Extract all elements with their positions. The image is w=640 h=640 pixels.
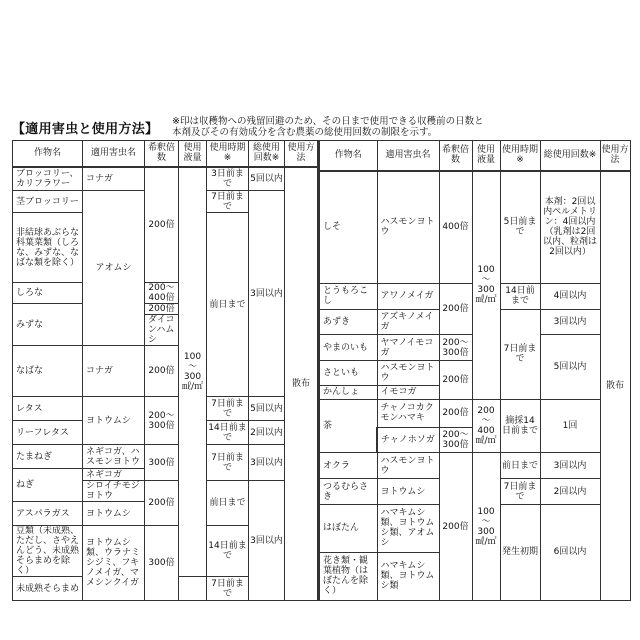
volume-cell: 100～300㎖/㎡ — [179, 167, 207, 577]
timing-cell: 5日前まで — [500, 171, 540, 283]
dilution-cell: 200倍 — [145, 304, 179, 315]
table-row — [319, 171, 630, 283]
method-cell: 散布 — [600, 171, 630, 601]
pest-cell: ネギコガ — [83, 469, 145, 481]
dilution-cell: 200倍 — [439, 361, 472, 400]
crop-cell: 未成熟そらまめ — [13, 577, 83, 601]
crop-cell: さといも — [319, 361, 377, 386]
timing-cell: 7日前まで — [207, 445, 249, 481]
pest-cell: シロイチモジヨトウ — [83, 481, 145, 502]
header-method: 使用方法 — [600, 141, 630, 171]
crop-cell: つるむらさき — [319, 479, 377, 505]
volume-cell: 100～300㎖/㎡ — [472, 453, 500, 601]
header-count: 総使用回数※ — [249, 141, 285, 167]
pest-cell: ヤマノイモコガ — [377, 335, 439, 361]
header-volume: 使用液量 — [179, 141, 207, 167]
timing-cell: 前日まで — [207, 213, 249, 397]
dilution-cell: 200～300倍 — [145, 397, 179, 445]
dilution-cell: 200倍 — [145, 167, 179, 283]
crop-cell: とうもろこし — [319, 283, 377, 309]
crop-cell: なばな — [13, 346, 83, 397]
usage-table-left — [12, 140, 318, 601]
header-volume: 使用液量 — [472, 141, 500, 171]
crop-cell: ねぎ — [13, 469, 83, 502]
usage-table-right — [318, 140, 631, 601]
count-cell: 3回以内 — [540, 453, 600, 479]
header-timing: 使用時期※ — [207, 141, 249, 167]
pest-cell: ヨトウムシ — [83, 502, 145, 526]
timing-cell: 7日前まで — [500, 479, 540, 505]
crop-cell: やまのいも — [319, 335, 377, 361]
crop-cell: リーフレタス — [13, 421, 83, 445]
timing-cell: 摘採14日前まで — [500, 399, 540, 453]
count-cell: 3回以内 — [540, 309, 600, 335]
pest-cell: ヨトウムシ — [83, 397, 145, 445]
timing-cell: 発生初期 — [500, 504, 540, 600]
count-cell: 5回以内 — [249, 167, 285, 191]
dilution-cell: 200～400倍 — [145, 283, 179, 304]
header-crop: 作物名 — [13, 141, 83, 167]
pest-cell: ハマキムシ類、ヨトウムシ類、アオムシ — [377, 504, 439, 552]
header-dilution: 希釈倍数 — [439, 141, 472, 171]
dilution-cell: 200～300倍 — [439, 427, 472, 453]
pest-cell: ハスモンヨトウ — [377, 361, 439, 386]
header-count: 総使用回数※ — [540, 141, 600, 171]
pest-cell: チャノホソガ — [377, 427, 439, 453]
crop-cell: 豆類（未成熟、ただし、さやえんどう、未成熟そらまめを除く） — [13, 526, 83, 577]
crop-cell: アスパラガス — [13, 502, 83, 526]
table-row — [13, 397, 318, 421]
crop-cell: 非結球あぶらな科葉菜類（しろな、みずな、なばな類を除く） — [13, 213, 83, 283]
section-title: 【適用害虫と使用方法】 — [12, 122, 159, 137]
volume-cell: 200～400㎖/㎡ — [472, 399, 500, 453]
crop-cell: しそ — [319, 171, 377, 283]
crop-cell: 茎ブロッコリー — [13, 191, 83, 213]
dilution-cell: 300倍 — [145, 526, 179, 601]
crop-cell: 茶 — [319, 399, 377, 453]
count-cell: 2回以内 — [249, 421, 285, 445]
dilution-cell: 200倍 — [145, 481, 179, 526]
footnote — [172, 116, 484, 138]
volume-cell: 100～300㎖/㎡ — [472, 171, 500, 399]
pest-cell: ヨトウムシ — [377, 479, 439, 505]
table-row — [319, 453, 630, 479]
timing-cell: 7日前まで — [207, 397, 249, 421]
timing-cell: 7日前まで — [500, 309, 540, 399]
crop-cell: あずき — [319, 309, 377, 335]
crop-cell: ブロッコリー、カリフラワー — [13, 167, 83, 191]
pest-cell: ハスモンヨトウ — [377, 171, 439, 283]
pest-cell: ハマキムシ類、ヨトウムシ類 — [377, 552, 439, 600]
count-cell: 2回以内 — [540, 479, 600, 505]
pest-cell: コナガ — [83, 346, 145, 397]
header-crop: 作物名 — [319, 141, 377, 171]
table-header-row — [319, 141, 630, 171]
footnote-line-2: 本剤及びその有効成分を含む農薬の総使用回数の制限を示す。 — [172, 127, 438, 138]
dilution-cell: 200倍 — [439, 399, 472, 427]
crop-cell: しろな — [13, 283, 83, 304]
table-row — [13, 445, 318, 469]
pest-cell: コナガ — [83, 167, 145, 191]
method-cell: 散布 — [285, 167, 318, 601]
crop-cell: レタス — [13, 397, 83, 421]
pest-cell: ネギコガ、ハスモンヨトウ — [83, 445, 145, 469]
dilution-cell: 200倍 — [439, 453, 472, 601]
count-cell: 1回 — [540, 399, 600, 453]
dilution-cell: 200倍 — [439, 283, 472, 335]
timing-cell: 7日前まで — [207, 577, 249, 601]
pest-cell: ヨトウムシ類、ウラナミシジミ、フキノメイガ、マメシンクイガ — [83, 526, 145, 601]
pest-cell: ハスモンヨトウ — [377, 453, 439, 479]
timing-cell: 14日前まで — [500, 283, 540, 309]
timing-cell: 7日前まで — [207, 191, 249, 213]
count-cell: 3回以内 — [249, 445, 285, 481]
count-cell: 本剤：2回以内ペルメトリン：4回以内（乳剤は2回以内、粒剤は2回以内） — [540, 171, 600, 283]
header-pest: 適用害虫名 — [83, 141, 145, 167]
crop-cell: たまねぎ — [13, 445, 83, 469]
pest-cell: アズキノメイガ — [377, 309, 439, 335]
footnote-line-1: ※印は収穫物への残留回避のため、その日まで使用できる収穫前の日数と — [172, 116, 484, 127]
header-pest: 適用害虫名 — [377, 141, 439, 171]
count-cell: 6回以内 — [540, 504, 600, 600]
timing-cell: 3日前まで — [207, 167, 249, 191]
crop-cell: みずな — [13, 304, 83, 346]
count-cell: 3回以内 — [249, 191, 285, 397]
pest-cell: アワノメイガ — [377, 283, 439, 309]
dilution-cell: 300倍 — [145, 445, 179, 481]
timing-cell: 14日前まで — [207, 526, 249, 577]
crop-cell: はぼたん — [319, 504, 377, 552]
dilution-cell: 200～300倍 — [439, 335, 472, 361]
count-cell: 4回以内 — [540, 283, 600, 309]
table-header-row — [13, 141, 318, 167]
count-cell: 5回以内 — [540, 335, 600, 399]
pest-cell: チャノコカクモンハマキ — [377, 399, 439, 427]
timing-cell: 前日まで — [500, 453, 540, 479]
timing-cell: 前日まで — [207, 481, 249, 526]
table-row — [319, 399, 630, 427]
count-cell: 5回以内 — [249, 397, 285, 421]
crop-cell: かんしょ — [319, 385, 377, 399]
pest-cell: アオムシ — [83, 191, 145, 346]
pest-cell: ダイコンハムシ — [145, 315, 179, 346]
dilution-cell: 200倍 — [145, 346, 179, 397]
crop-cell: オクラ — [319, 453, 377, 479]
pest-cell: イモコガ — [377, 385, 439, 399]
timing-cell: 14日前まで — [208, 422, 247, 443]
volume-cell-empty — [179, 577, 207, 601]
table-row — [13, 167, 318, 191]
header-dilution: 希釈倍数 — [145, 141, 179, 167]
header-timing: 使用時期※ — [500, 141, 540, 171]
dilution-cell: 400倍 — [439, 171, 472, 283]
crop-cell: 花き類・観葉植物（はぼたんを除く） — [319, 552, 377, 600]
count-cell: 3回以内 — [249, 481, 285, 601]
usage-document — [12, 116, 628, 601]
header-method: 使用方法 — [285, 141, 318, 167]
